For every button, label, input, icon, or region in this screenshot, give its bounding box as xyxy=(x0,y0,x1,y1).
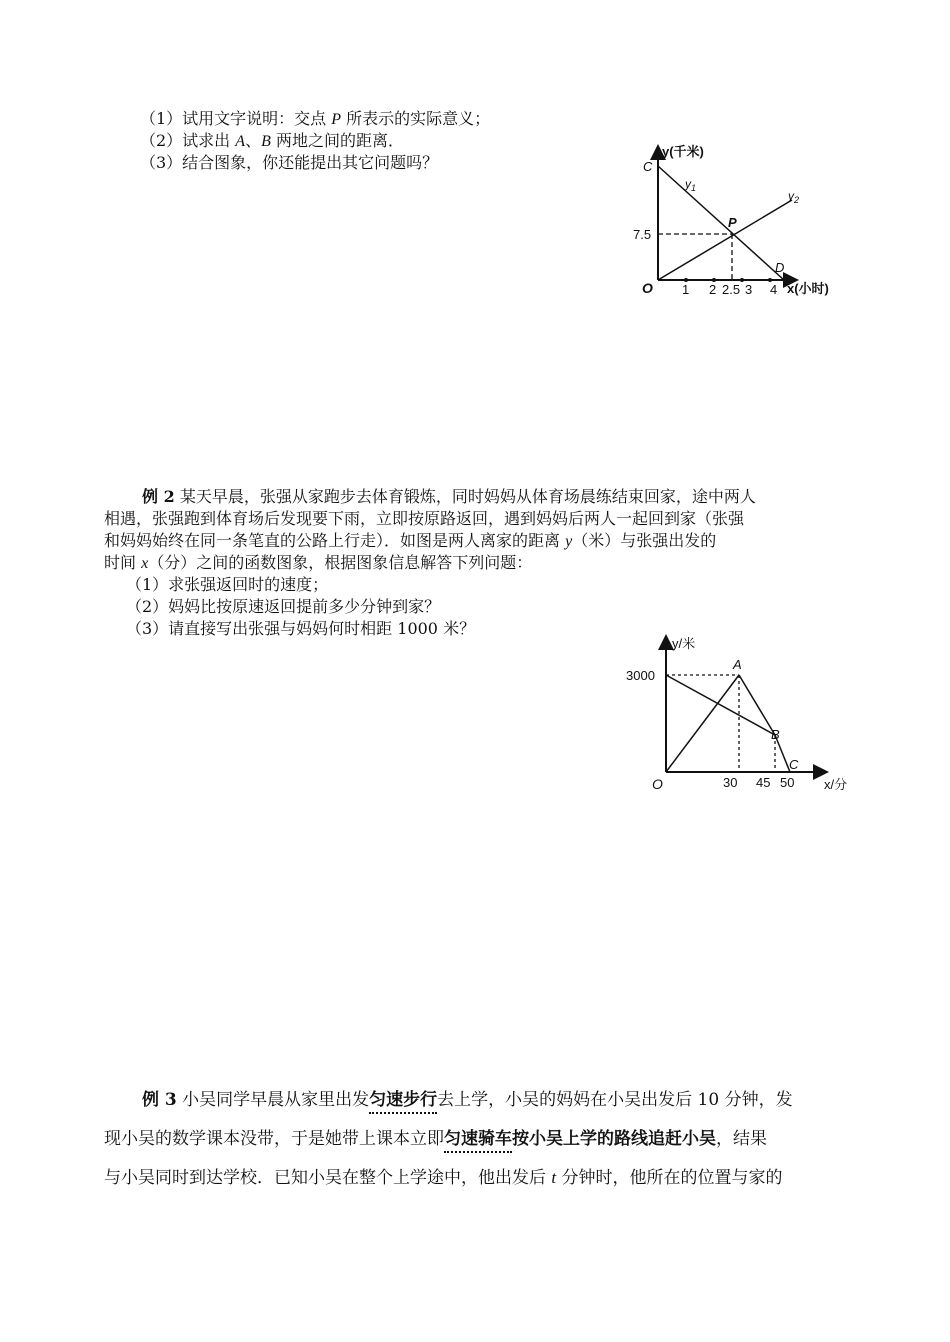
ex2-line-zhang-back xyxy=(739,675,775,735)
ex3-emphasis-walk: 匀速步行 xyxy=(369,1090,437,1114)
ex1-line-y2 xyxy=(658,200,792,280)
ex2-graph xyxy=(620,632,860,802)
ex2-question-3 xyxy=(126,618,475,640)
ex2-line-1-text: 某天早晨，张强从家跑步去体育锻炼，同时妈妈从体育场晨练结束回家，途中两人 xyxy=(179,487,756,506)
ex2-line-2 xyxy=(104,508,744,530)
ex1-x-tick-2: 2 xyxy=(709,282,717,297)
ex2-q3-text: （3）请直接写出张强与妈妈何时相距 1000 米？ xyxy=(126,619,476,638)
ex2-point-c: C xyxy=(789,757,799,772)
ex3-line-1 xyxy=(142,1088,793,1112)
ex3-emphasis-chase: 按小吴上学的路线追赶小吴 xyxy=(512,1129,716,1149)
ex2-x-axis-label: x/分 xyxy=(824,777,848,792)
ex2-origin: O xyxy=(652,776,663,792)
ex1-y-axis-label: y(千米) xyxy=(662,144,704,159)
ex2-line-4 xyxy=(104,552,532,575)
ex1-y-tick-label: 7.5 xyxy=(633,227,652,242)
ex1-q3-text: （3）结合图象，你还能提出其它问题吗？ xyxy=(140,153,439,172)
ex2-var-y: y xyxy=(565,533,573,550)
ex3-line-2-text: 现小吴的数学课本没带，于是她带上课本立即 xyxy=(104,1129,444,1149)
ex2-line-mom xyxy=(666,675,775,735)
ex1-q1-text: （1）试用文字说明：交点 xyxy=(140,109,332,128)
ex1-point-c: C xyxy=(643,159,653,174)
ex2-line-4-text: 时间 xyxy=(104,553,142,572)
ex3-emphasis-bike: 匀速骑车 xyxy=(444,1129,512,1153)
ex1-q2-text-end: 两地之间的距离． xyxy=(270,131,404,150)
ex3-line-3 xyxy=(104,1166,783,1190)
ex2-question-1 xyxy=(126,574,328,596)
ex2-line-3-text-end: （米）与张强出发的 xyxy=(572,531,717,550)
ex3-line-3-text-end: 分钟时，他所在的位置与家的 xyxy=(556,1168,783,1188)
ex2-line-3-text: 和妈妈始终在同一条笔直的公路上行走）．如图是两人离家的距离 xyxy=(104,531,566,550)
ex1-point-p: P xyxy=(728,215,737,230)
ex2-question-2 xyxy=(126,596,440,618)
ex1-line-y2-label: $y_2$ xyxy=(788,189,800,205)
ex1-origin: O xyxy=(642,280,653,296)
ex3-line-3-text: 与小吴同时到达学校．已知小吴在整个上学途中，他出发后 xyxy=(104,1168,552,1188)
ex1-x-tick-3: 3 xyxy=(745,282,753,297)
ex2-y-tick-label: 3000 xyxy=(626,668,655,683)
ex1-line-y1 xyxy=(658,166,784,280)
ex2-line-4-text-end: （分）之间的函数图象，根据图象信息解答下列问题： xyxy=(148,553,533,572)
ex2-x-tick-45: 45 xyxy=(756,775,771,790)
ex3-line-2 xyxy=(104,1127,767,1151)
ex1-question-3 xyxy=(140,152,438,174)
ex1-q2-var-b: B xyxy=(261,133,271,150)
ex3-title: 例 3 xyxy=(142,1090,177,1110)
ex2-line-3 xyxy=(104,530,716,553)
ex1-q1-text-end: 所表示的实际意义； xyxy=(341,109,491,128)
ex1-tick-dot xyxy=(740,278,744,282)
ex2-x-tick-30: 30 xyxy=(723,775,738,790)
ex1-x-tick-2-5: 2.5 xyxy=(722,282,741,297)
ex1-graph xyxy=(630,138,850,303)
ex3-line-1-text: 小吴同学早晨从家里出发 xyxy=(182,1090,370,1110)
ex1-x-tick-1: 1 xyxy=(682,282,690,297)
ex1-question-1 xyxy=(140,108,490,131)
ex2-line-2-text: 相遇，张强跑到体育场后发现要下雨，立即按原路返回，遇到妈妈后两人一起回到家（张强 xyxy=(104,509,745,528)
ex1-point-d: D xyxy=(775,260,785,275)
ex1-q2-text: （2）试求出 xyxy=(140,131,236,150)
ex2-title: 例 2 xyxy=(142,487,175,506)
ex2-q1-text: （1）求张强返回时的速度； xyxy=(126,575,329,594)
ex2-line-1 xyxy=(142,486,756,508)
ex1-line-y1-label: $y_1$ xyxy=(685,177,697,193)
ex3-line-1-text-end: 去上学，小吴的妈妈在小吴出发后 10 分钟，发 xyxy=(437,1090,793,1110)
ex1-q1-var-p: P xyxy=(331,111,342,128)
ex2-point-a: A xyxy=(733,657,742,672)
ex2-q2-text: （2）妈妈比按原速返回提前多少分钟到家？ xyxy=(126,597,441,616)
ex1-x-tick-4: 4 xyxy=(770,282,778,297)
ex3-line-2-text-end: ，结果 xyxy=(716,1129,767,1149)
ex3-var-t: t xyxy=(551,1168,557,1187)
ex2-line-zhang-out xyxy=(666,675,739,772)
ex2-y-axis-label: y/米 xyxy=(672,636,696,651)
ex2-point-b: B xyxy=(771,727,780,742)
ex2-var-x: x xyxy=(141,555,149,572)
ex1-q2-separator: 、 xyxy=(245,131,262,150)
ex1-q2-var-a: A xyxy=(235,133,246,150)
ex1-x-axis-label: x(小时) xyxy=(787,281,829,296)
ex1-question-2 xyxy=(140,130,404,153)
ex2-x-tick-50: 50 xyxy=(780,775,795,790)
